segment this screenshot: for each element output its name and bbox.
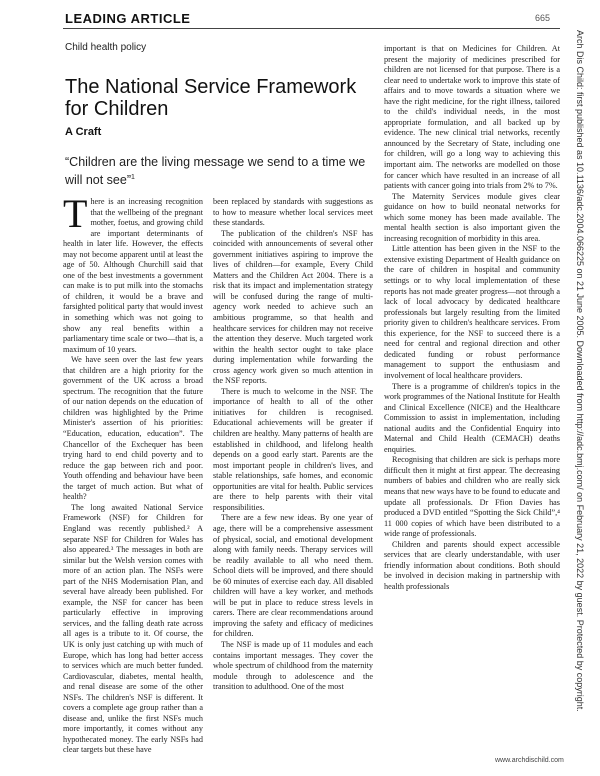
epigraph (65, 155, 375, 188)
body-column-2 (213, 197, 373, 742)
body-paragraph: We have seen over the last few years that children are a high priority for the government of the UK across a broad spectrum. The recognition that the future of our nation depends on the education of children was highlighted by the Prime Minister's assertion of his priorities: “Education, education, education”. The Chancellor of the Exchequer has been trying hard to end child poverty and to reduce the gap between rich and poor. Youth offending and behaviour have been the target of much action. But what of health? (63, 355, 203, 502)
body-paragraph: The Maternity Services module gives clear guidance on how to build neonatal networks for which some money has been made available. The mental health section is also important given the increasing recognition of morbidity in this area. (384, 191, 560, 243)
body-paragraph: There is much to welcome in the NSF. The importance of health to all of the other initiatives for children is recognised. Educational achievements will be greater if children are healthy. Many patterns of health are established in childhood, and lifelong health depends on a good early start. Parents are the most important people in children's lives, and stable relationships, safe homes, and economic opportunities are vital for health. Public services are there to help parents with their vital responsibilities. (213, 386, 373, 512)
epigraph-text: “Children are the living message we send to a time we will not see” (65, 155, 366, 188)
subject-heading: Child health policy (65, 42, 147, 53)
section-label: LEADING ARTICLE (65, 11, 191, 26)
body-paragraph (63, 191, 203, 355)
body-paragraph: The long awaited National Service Framework (NSF) for Children for England was recently published.² A separate NSF for Children for Wales has also appeared.³ The messages in both are similar but the Welsh version comes with more of an action plan. The NSFs were part of the NHS Modernisation Plan, and several have already been published. For example, the NSF for cancer has been particularly effective in improving services, and the falling death rate across all ages is a tribute to it. Of course, the UK is only just catching up with much of Europe, which has long had better access to services which are much better funded. Cardiovascular, diabetes, mental health, and renal disease are some of the other NSFs. The children's NSF is different. It covers a complete age group rather than a disease and, unlike the first NSFs much more importantly, it comes without any hypothecated money. The early NSFs had clear targets but these have (63, 502, 203, 755)
journal-url[interactable]: www.archdischild.com (495, 757, 564, 764)
article-title: The National Service Framework for Children (65, 76, 357, 120)
drop-cap: T (63, 191, 88, 236)
body-paragraph: Children and parents should expect accessible services that are clearly understandable, with user friendly information about conditions. Both should be involved in decision making in partnership with health professionals (384, 539, 560, 591)
epigraph-reference: 1 (131, 174, 135, 181)
body-paragraph: There are a few new ideas. By one year of age, there will be a comprehensive assessment of physical, social, and emotional development along with family needs. Therapy services will be readily available to all who need them. School diets will be improved, and there should be 60 minutes of exercise each day. All disabled children will have a key worker, and methods will be put in place to reduce stress levels in carers. There are clear recommendations around improving the safety and efficacy of medicines for children. (213, 513, 373, 639)
header-rule (63, 28, 560, 29)
body-column-1 (63, 191, 203, 755)
page-number: 665 (535, 13, 551, 23)
paragraph-text: here is an increasing recognition that the wellbeing of the pregnant mother, foetus, and growing child are important determinants of health in later life. However, the effects may not become apparent until at least the age of 50. Although Churchill said that one of the best investments a government can make is to put milk into the stomachs of children, it would be a brave and farsighted political party that would invest in something which was not going to show any real benefits within a parliamentary time scale or two—that is, a maximum of 10 years. (63, 197, 203, 354)
body-column-3 (384, 44, 560, 745)
body-paragraph: There is a programme of children's topics in the work programmes of the National Institute for Health and Clinical Excellence (NICE) and the Healthcare Commission to assist in implementation, including national audits and the Confidential Enquiry into Maternal and Child Health (CEMACH) deaths enquiries. (384, 381, 560, 454)
body-paragraph: Little attention has been given in the NSF to the extensive existing Department of Health guidance on the care of children in hospital and community settings or to why local implementation of these reports has not made greater progress—not through a lack of local advocacy by dedicated healthcare professionals but largely resulting from the limited priority given to children's healthcare services. From this experience, for the NSF to succeed there is a need for central and regional direction and other dedicated funding or robust performance management to support the enthusiasm and involvement of local healthcare providers. (384, 244, 560, 380)
copyright-side-notice: Arch Dis Child: first published as 10.1136/adc.2004.066225 on 21 June 2005. Downloaded from http://adc.bmj.com/ on February 21, 2022 by guest. Protected by copyright. (575, 30, 585, 712)
body-paragraph: important is that on Medicines for Children. At present the majority of medicines prescribed for children are not licensed for that purpose. There is a clear need to undertake work to improve this state of affairs and to move towards a situation where we have the right medicine, for the right illness, tailored to the child's individual needs, in the most appropriate formulation, and all backed up by evidence. The new clinical trial networks, recently announced by the Secretary of State, including one for children, will go a long way to achieving this important aim. The networks are modelled on those for cancer which have resulted in an increase of all patients with cancer going into trials from 2% to 7%. (384, 44, 560, 191)
body-paragraph: The publication of the children's NSF has coincided with announcements of several other government initiatives aspiring to improve the lives of children—for example, Every Child Matters and the Children Act 2004. There is a risk that its impact and implementation strategy will be confused during the range of multi-agency work needed to achieve such an ambitious programme, so that health and healthcare services for children may not receive the attention they deserve. Much targeted work within the health sector ought to take place during implementation while forwarding the cross agency work given so much attention in the NSF reports. (213, 228, 373, 386)
body-paragraph: The NSF is made up of 11 modules and each contains important messages. They cover the whole spectrum of childhood from the maternity module through to adolescence and the transition to adulthood. One of the most (213, 639, 373, 692)
article-author: A Craft (65, 126, 102, 138)
body-paragraph: been replaced by standards with suggestions as to how to measure whether local services meet these standards. (213, 197, 373, 228)
body-paragraph: Recognising that children are sick is perhaps more difficult then it might at first appear. The decreasing numbers of babies and children who are really sick means that new ways have to be found to educate and update all professionals. Dr Ffion Davies has produced a DVD entitled “Spotting the Sick Child”,⁴ 11 000 copies of which have been distributed to a wide range of professionals. (384, 455, 560, 539)
